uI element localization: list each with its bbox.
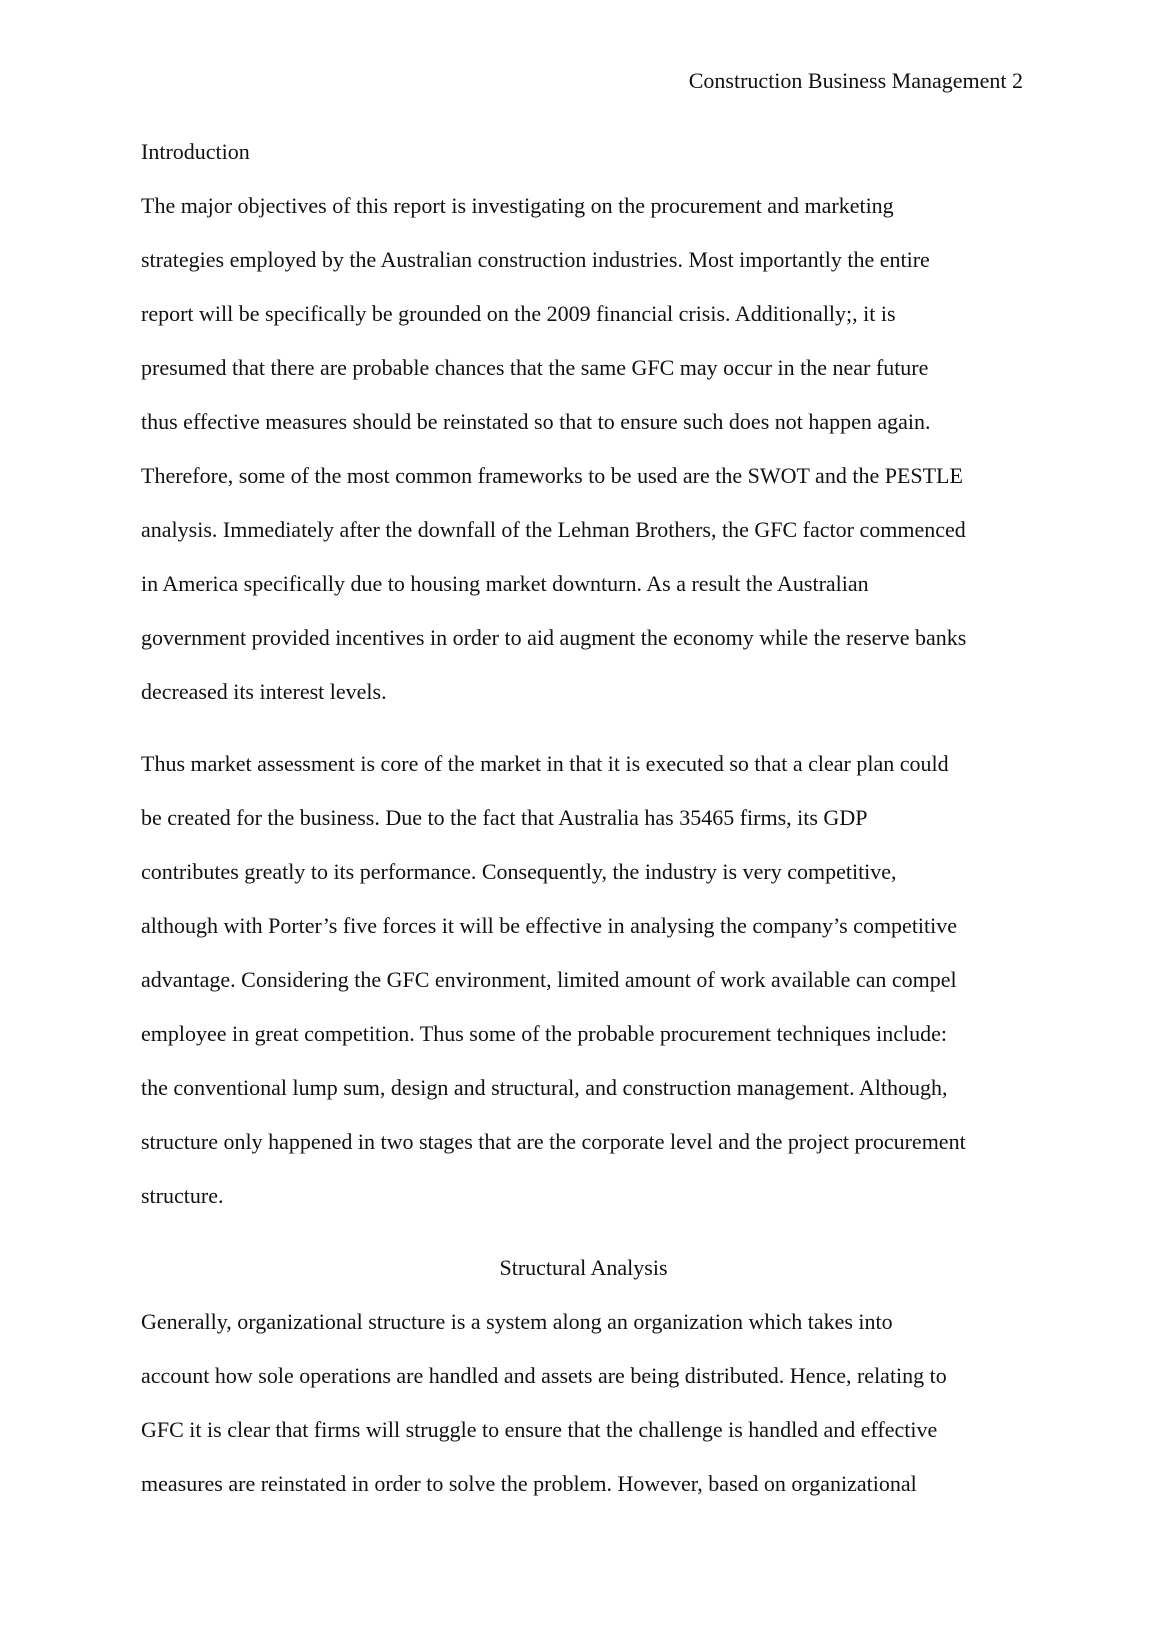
paragraph-spacer	[141, 1235, 1026, 1253]
text-line: the conventional lump sum, design and structural, and construction management. Although,	[141, 1075, 948, 1100]
text-line: although with Porter’s five forces it will be effective in analysing the company’s competitive	[141, 913, 958, 938]
text-line: Thus market assessment is core of the market in that it is executed so that a clear plan could	[141, 751, 949, 776]
text-line: strategies employed by the Australian construction industries. Most importantly the entire	[141, 247, 930, 272]
text-line: measures are reinstated in order to solve the problem. However, based on organizational	[141, 1471, 917, 1496]
text-line: structure.	[141, 1183, 224, 1208]
text-line: be created for the business. Due to the fact that Australia has 35465 firms, its GDP	[141, 805, 868, 830]
text-line: GFC it is clear that firms will struggle to ensure that the challenge is handled and effective	[141, 1417, 938, 1442]
section-heading-introduction: Introduction	[141, 139, 250, 164]
section-heading-structural-analysis: Structural Analysis	[499, 1255, 668, 1280]
text-line: Generally, organizational structure is a system along an organization which takes into	[141, 1309, 893, 1334]
text-line: advantage. Considering the GFC environment, limited amount of work available can compel	[141, 967, 957, 992]
text-line: report will be specifically be grounded on the 2009 financial crisis. Additionally;, it is	[141, 301, 896, 326]
running-head: Construction Business Management 2	[688, 68, 1023, 93]
text-line: Therefore, some of the most common frameworks to be used are the SWOT and the PESTLE	[141, 463, 963, 488]
text-line: employee in great competition. Thus some of the probable procurement techniques include:	[141, 1021, 948, 1046]
text-line: thus effective measures should be reinstated so that to ensure such does not happen again.	[141, 409, 931, 434]
text-line: presumed that there are probable chances that the same GFC may occur in the near future	[141, 355, 929, 380]
paragraph	[141, 191, 1026, 731]
paragraph	[141, 1307, 1026, 1523]
text-line: decreased its interest levels.	[141, 679, 387, 704]
text-line: contributes greatly to its performance. Consequently, the industry is very competitive,	[141, 859, 897, 884]
text-line: analysis. Immediately after the downfall of the Lehman Brothers, the GFC factor commenced	[141, 517, 966, 542]
paragraph	[141, 749, 1026, 1235]
body-column	[141, 137, 1026, 1523]
paragraph-spacer	[141, 731, 1026, 749]
text-line: account how sole operations are handled and assets are being distributed. Hence, relating to	[141, 1363, 947, 1388]
text-line: structure only happened in two stages that are the corporate level and the project procurement	[141, 1129, 966, 1154]
text-line: government provided incentives in order to aid augment the economy while the reserve banks	[141, 625, 967, 650]
text-line: in America specifically due to housing market downturn. As a result the Australian	[141, 571, 869, 596]
text-line: The major objectives of this report is investigating on the procurement and marketing	[141, 193, 894, 218]
